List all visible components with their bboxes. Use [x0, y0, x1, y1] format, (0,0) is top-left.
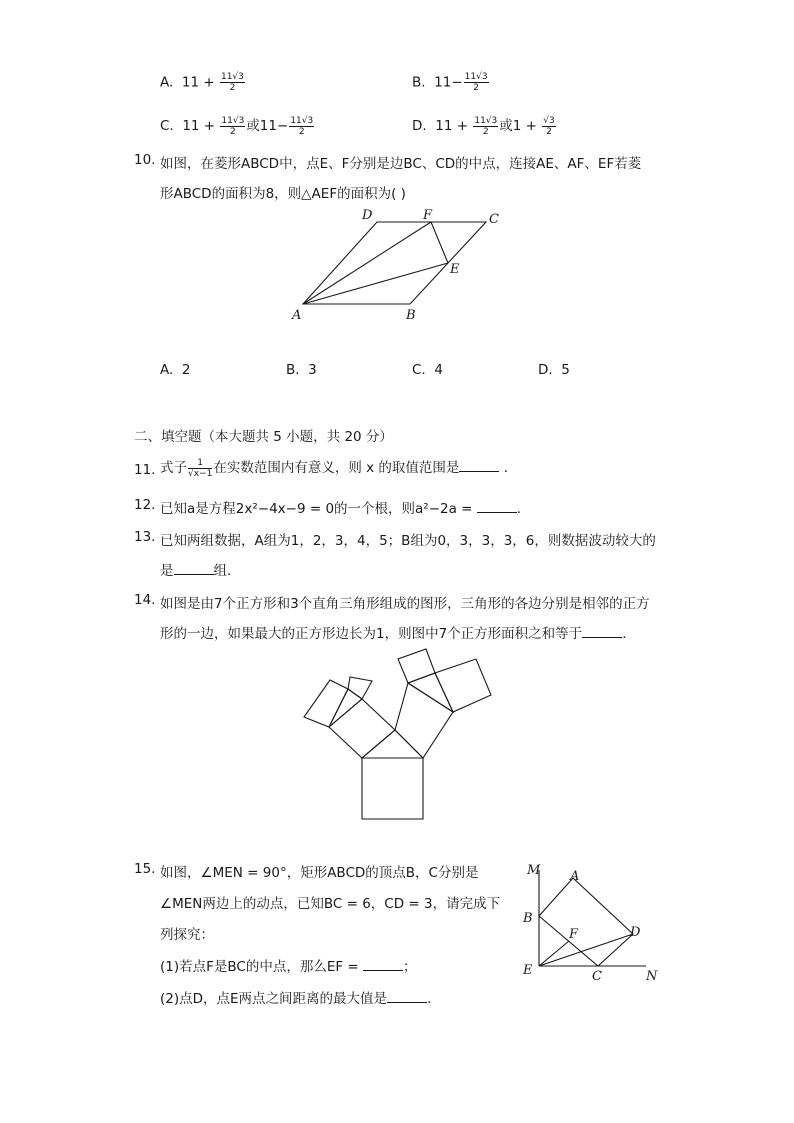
- square-right-small-2: [435, 659, 491, 712]
- segment-ef: [431, 222, 448, 263]
- answer-blank[interactable]: [174, 562, 214, 575]
- label-c: C: [592, 969, 602, 984]
- q14-text-line2: 形的一边，如果最大的正方形边长为1，则图中7个正方形面积之和等于 ．: [160, 626, 636, 642]
- triangle-right: [408, 673, 453, 712]
- q10-text-line1: 如图，在菱形ABCD中，点E、F分别是边BC、CD的中点，连接AE、AF、EF若菱: [160, 156, 642, 172]
- fraction: $\frac{11√3}{2}$: [221, 115, 245, 137]
- rectangle-abcd: [539, 878, 633, 966]
- label-b: B: [406, 308, 416, 323]
- label-a: A: [570, 869, 580, 884]
- square-left-small-2: [348, 677, 372, 699]
- segment-ae: [303, 263, 448, 304]
- q15-text-line3: 列探究：: [160, 927, 214, 943]
- label-e: E: [523, 963, 533, 978]
- answer-blank[interactable]: [477, 500, 517, 513]
- q11-text: 式子 $\frac{1}{√x-1}$ 在实数范围内有意义，则 x 的取值范围是 ．: [160, 457, 518, 479]
- q12-number: 12.: [134, 497, 156, 513]
- fraction: $\frac{√3}{2}$: [543, 115, 555, 137]
- q12-text: 已知a是方程2x²−4x−9 = 0的一个根，则a²−2a = ．: [160, 501, 531, 517]
- rectangle-angle-diagram: [518, 858, 668, 988]
- label-c: C: [489, 212, 499, 227]
- label-e: E: [450, 262, 460, 277]
- q10-option-c[interactable]: C. 4: [412, 362, 443, 378]
- q15-text-line5: (2)点D，点E两点之间距离的最大值是 ．: [160, 991, 441, 1007]
- answer-blank[interactable]: [582, 625, 622, 638]
- q15-number: 15.: [134, 861, 156, 877]
- label-d: D: [630, 925, 641, 940]
- label-a: A: [292, 308, 302, 323]
- label-n: N: [646, 969, 658, 984]
- q10-number: 10.: [134, 152, 156, 168]
- q15-text-line1: 如图，∠MEN = 90°，矩形ABCD的顶点B，C分别是: [160, 865, 479, 881]
- largest-square: [362, 758, 423, 819]
- label-d: D: [362, 208, 373, 223]
- fraction: $\frac{11√3}{2}$: [290, 115, 314, 137]
- fraction: $\frac{11√3}{2}$: [464, 72, 488, 93]
- q14-text-line1: 如图是由7个正方形和3个直角三角形组成的图形，三角形的各边分别是相邻的正方: [160, 596, 650, 612]
- q13-text-line1: 已知两组数据，A组为1，2，3，4，5；B组为0，3，3，3，6，则数据波动较大的: [160, 533, 656, 549]
- answer-blank[interactable]: [363, 958, 403, 971]
- fraction: $\frac{11√3}{2}$: [220, 72, 244, 93]
- q13-text-line2: 是 组．: [160, 563, 241, 579]
- segment-af: [303, 222, 431, 304]
- answer-blank[interactable]: [459, 459, 499, 472]
- segment-ef: [539, 941, 569, 966]
- label-m: M: [527, 863, 541, 878]
- square-left-small-1: [304, 680, 348, 727]
- q10-option-b[interactable]: B. 3: [286, 362, 317, 378]
- triangle-main: [362, 730, 423, 758]
- label-f: F: [569, 927, 579, 942]
- q9-option-a[interactable]: A. 11 + $\frac{11√3}{2}$: [160, 72, 244, 93]
- q9-option-d[interactable]: D. 11 + $\frac{11√3}{2}$ 或1 + $\frac{√3}{2}$: [412, 115, 555, 137]
- q15-text-line2: ∠MEN两边上的动点，已知BC = 6，CD = 3，请完成下: [160, 896, 501, 912]
- q11-number: 11.: [134, 462, 156, 478]
- label-f: F: [423, 208, 433, 223]
- section-title: 二、填空题（本大题共 5 小题，共 20 分）: [134, 429, 393, 445]
- q13-number: 13.: [134, 529, 156, 545]
- q14-number: 14.: [134, 592, 156, 608]
- q10-text-line2: 形ABCD的面积为8，则△AEF的面积为( ): [160, 186, 406, 202]
- answer-blank[interactable]: [387, 990, 427, 1003]
- q9-option-c[interactable]: C. 11 + $\frac{11√3}{2}$ 或11− $\frac{11√3}{2}$: [160, 115, 314, 137]
- square-right-small-1: [398, 649, 435, 683]
- q15-text-line4: (1)若点F是BC的中点，那么EF = ；: [160, 959, 417, 975]
- q9-option-b[interactable]: B. 11− $\frac{11√3}{2}$: [412, 72, 488, 93]
- q10-option-d[interactable]: D. 5: [538, 362, 570, 378]
- squares-diagram: [300, 645, 500, 825]
- fraction: $\frac{1}{√x-1}$: [188, 457, 213, 479]
- label-b: B: [523, 911, 533, 926]
- q10-option-a[interactable]: A. 2: [160, 362, 191, 378]
- segment-ed: [539, 934, 633, 966]
- rhombus-diagram: [290, 205, 510, 325]
- fraction: $\frac{11√3}{2}$: [474, 115, 498, 137]
